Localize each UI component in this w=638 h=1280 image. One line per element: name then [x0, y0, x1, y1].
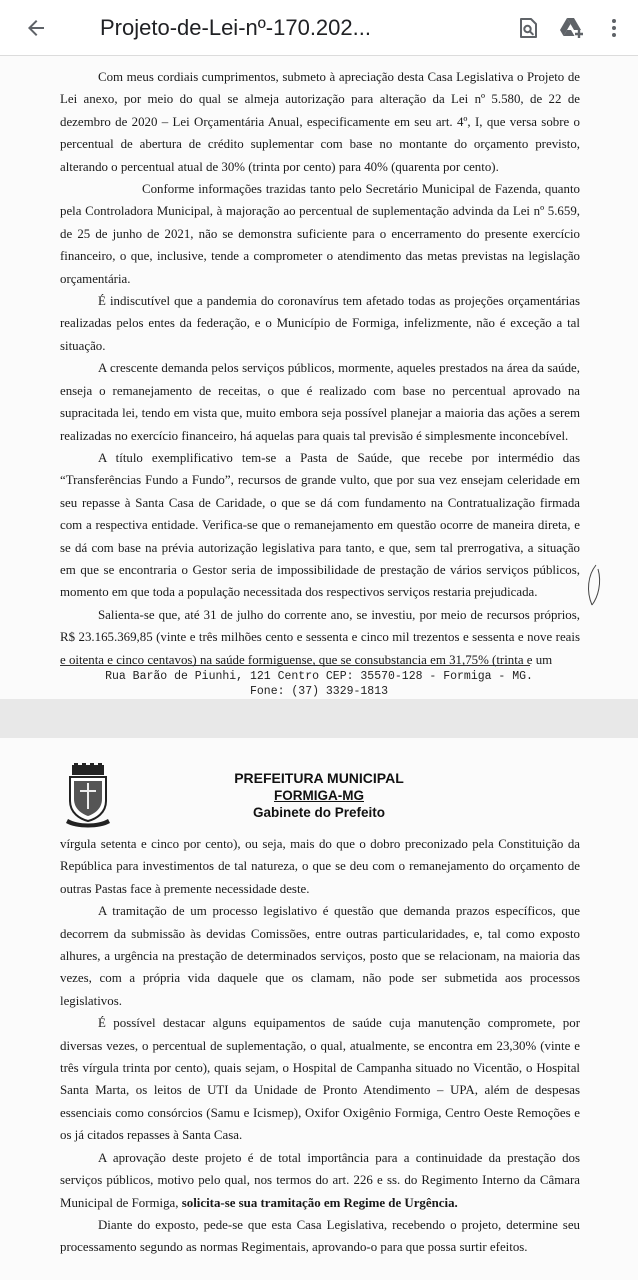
paragraph: Salienta-se que, até 31 de julho do corrente ano, se investiu, por meio de recursos próprios, R$ 23.165.369,85 (vinte e três milhões cento e sessenta e cinco mil trezentos e sessenta e nove reais e oitenta e cinco centavos) na saúde formiguense, que se consubstancia em 31,75% (trinta e um	[60, 607, 580, 667]
paragraph	[60, 1147, 580, 1214]
back-button[interactable]	[8, 0, 64, 56]
arrow-back-icon	[24, 16, 48, 40]
paragraph: Com meus cordiais cumprimentos, submeto à apreciação desta Casa Legislativa o Projeto de Lei anexo, por meio do qual se almeja autorização para alteração da Lei nº 5.580, de 22 de dezembro de 2020 – Lei Orçamentária Anual, especificamente em seu art. 4º, I, que versa sobre o percentual de abertura de crédito suplementar com base no montante do orçamento previsto, alterando o percentual atual de 30% (trinta por cento) para 40% (quarenta por cento).	[60, 70, 580, 174]
urgency-request: solicita-se sua tramitação em Regime de Urgência.	[181, 1195, 458, 1210]
add-to-drive-button[interactable]	[550, 0, 594, 56]
footer-phone: Fone: (37) 3329-1813	[249, 685, 389, 698]
paragraph: vírgula setenta e cinco por cento), ou seja, mais do que o dobro preconizado pela Constituição da República para investimentos de tal natureza, o que se deu com o remanejamento do orçamento de outras Pastas face à premente necessidade deste.	[60, 837, 580, 896]
paragraph: A tramitação de um processo legislativo é questão que demanda prazos específicos, que decorrem da submissão às devidas Comissões, entre outras particularidades, e, tal como exposto alhures, a urgência na prestação de determinados serviços, posto que se relacionam, na maioria das vezes, com a própria vida daquele que os clamam, não pode ser submetida aos processos legislativos.	[60, 904, 580, 1008]
header-city: FORMIGA-MG	[274, 788, 364, 803]
paragraph: Conforme informações trazidas tanto pelo Secretário Municipal de Fazenda, quanto pela Controladora Municipal, à majoração ao percentual de suplementação advinda da Lei nº 5.659, de 25 de junho de 2021, não se demonstra suficiente para o encerramento do presente exercício financeiro, o que, inclusive, tende a comprometer o atendimento das metas previstas na legislação orçamentária.	[60, 182, 580, 286]
paragraph: É indiscutível que a pandemia do coronavírus tem afetado todas as projeções orçamentárias realizadas pelos entes da federação, e o Município de Formiga, infelizmente, não é exceção a tal situação.	[60, 294, 580, 353]
find-in-page-icon	[516, 16, 540, 40]
page-2-body	[60, 833, 580, 1259]
document-page-1	[0, 56, 638, 699]
handwritten-mark	[578, 561, 608, 611]
paragraph: A título exemplificativo tem-se a Pasta de Saúde, que recebe por intermédio das “Transferências Fundo a Fundo”, recursos de grande vulto, que por sua vez ensejam celeridade em seu repasse à Santa Casa de Caridade, o que se dá com fundamento na Contratualização firmada com a respectiva entidade. Verifica-se que o remanejamento em questão ocorre de maneira direta, e se dá com base na prévia autorização legislativa para tanto, e que, sem tal prerrogativa, a situação em que se encontraria o Gestor seria de impossibilidade de prestação de vários serviços públicos, momento em que toda a população necessitada dos respectivos serviços restaria prejudicada.	[60, 450, 580, 600]
paragraph: É possível destacar alguns equipamentos de saúde cuja manutenção compromete, por diversas vezes, o percentual de suplementação, o qual, atualmente, se encontra em 23,30% (vinte e três vírgula trinta por cento), quais sejam, o Hospital de Campanha situado no Vicentão, o Hospital Santa Marta, os leitos de UTI da Unidade de Pronto Atendimento – UPA, além de despesas essenciais como consórcios (Samu e Icismep), Oxifor Oxigênio Formiga, Centro Oeste Remoções e os já citados repasses à Santa Casa.	[60, 1016, 580, 1143]
paragraph: A crescente demanda pelos serviços públicos, mormente, aqueles prestados na área da saúde, enseja o remanejamento de receitas, o que é realizado com base no percentual aprovado na supracitada lei, tendo em vista que, muito embora seja possível planejar a maioria das ações a serem realizadas no exercício financeiro, há aquelas para quais tal previsão é simplesmente inconcebível.	[60, 361, 580, 443]
footer-rule	[60, 665, 530, 666]
add-to-drive-icon	[559, 16, 585, 40]
document-page-2	[0, 738, 638, 1280]
document-title: Projeto-de-Lei-nº-170.202...	[100, 14, 371, 40]
more-options-button[interactable]	[594, 0, 634, 56]
more-vert-icon	[602, 16, 626, 40]
header-prefeitura: PREFEITURA MUNICIPAL	[234, 770, 404, 786]
footer-address: Rua Barão de Piunhi, 121 Centro CEP: 35570-128 - Formiga - MG.	[105, 670, 533, 683]
page-1-body	[60, 66, 580, 671]
find-in-page-button[interactable]	[506, 0, 550, 56]
paragraph: Diante do exposto, pede-se que esta Casa Legislativa, recebendo o projeto, determine seu processamento segundo as normas Regimentais, aprovando-o para que possa surtir efeitos.	[60, 1217, 580, 1255]
paragraph-text: A aprovação deste projeto é de total importância para a continuidade da prestação dos serviços públicos, motivo pelo qual, nos termos do art. 226 e ss. do Regimento Interno da Câmara Municipal de Formiga,	[60, 1150, 580, 1210]
header-gabinete: Gabinete do Prefeito	[252, 805, 386, 820]
app-bar	[0, 0, 638, 56]
